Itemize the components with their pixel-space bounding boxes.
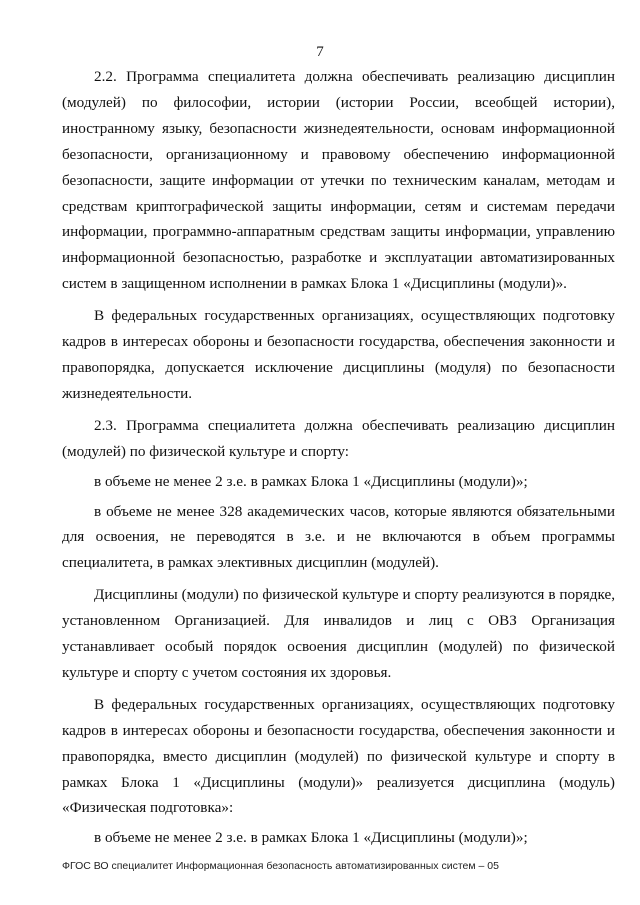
document-body [62, 64, 615, 857]
paragraph-federal-physical-training: В федеральных государственных организациях, осуществляющих подготовку кадров в интересах обороны и безопасности государства, обеспечения законности и правопорядка, вместо дисциплин (модулей) по физической культуре и спорту в рамках Блока 1 «Дисциплины (модули)» реализуется дисциплина (модуль) «Физическая подготовка»: [62, 695, 615, 817]
paragraph-volume-credits: в объеме не менее 2 з.е. в рамках Блока 1 «Дисциплины (модули)»; [94, 472, 528, 490]
page-number: 7 [316, 44, 324, 60]
paragraph-2-3: 2.3. Программа специалитета должна обеспечивать реализацию дисциплин (модулей) по физической культуре и спорту: [62, 416, 615, 460]
paragraph-2-2: 2.2. Программа специалитета должна обеспечивать реализацию дисциплин (модулей) по философии, истории (истории России, всеобщей истории), иностранному языку, безопасности жизнедеятельности, основам информационной безопасности, организационному и правовому обеспечению информационной безопасности, защите информации от утечки по техническим каналам, методам и средствам криптографической защиты информации, сетям и системам передачи информации, программно-аппаратным средствам защиты информации, управлению информационной безопасностью, разработке и эксплуатации автоматизированных систем в защищенном исполнении в рамках Блока 1 «Дисциплины (модули)». [62, 68, 615, 293]
paragraph-disciplines-order: Дисциплины (модули) по физической культуре и спорту реализуются в порядке, установленном Организацией. Для инвалидов и лиц с ОВЗ Организация устанавливает особый порядок освоения дисциплин (модулей) по физической культуре и спорту с учетом состояния их здоровья. [62, 586, 615, 681]
paragraph-volume-hours: в объеме не менее 328 академических часов, которые являются обязательными для освоения, не переводятся в з.е. и не включаются в объем программы специалитета, в рамках элективных дисциплин (модулей). [62, 502, 615, 572]
page-footer: ФГОС ВО специалитет Информационная безопасность автоматизированных систем – 05 [62, 860, 499, 872]
paragraph-volume-credits-2: в объеме не менее 2 з.е. в рамках Блока 1 «Дисциплины (модули)»; [94, 829, 528, 847]
paragraph-federal-exclusion: В федеральных государственных организациях, осуществляющих подготовку кадров в интересах обороны и безопасности государства, обеспечения законности и правопорядка, допускается исключение дисциплины (модуля) по безопасности жизнедеятельности. [62, 307, 615, 402]
